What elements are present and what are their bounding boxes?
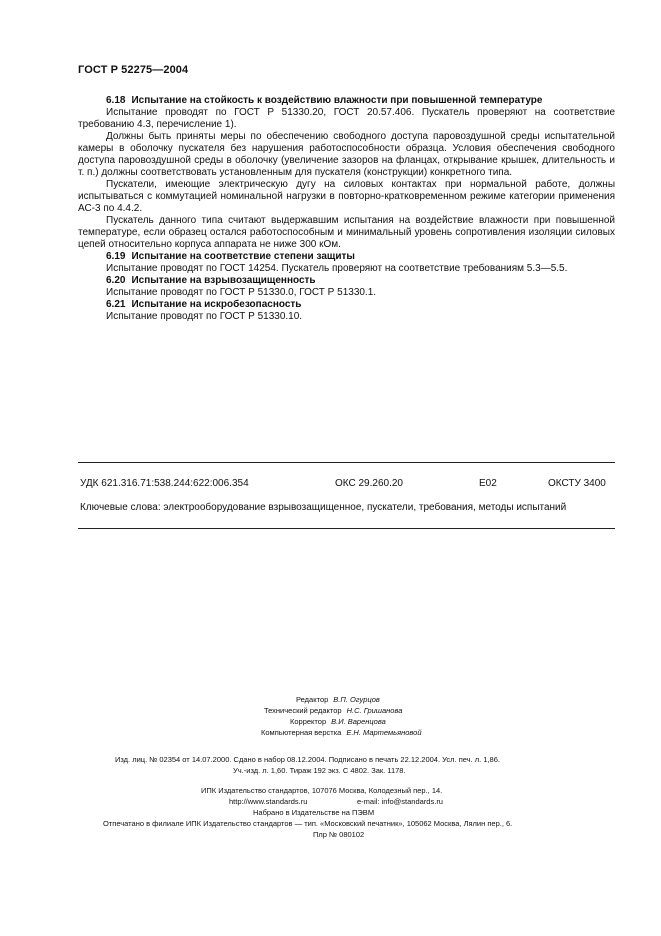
publisher-email: e-mail: info@standards.ru [357, 797, 443, 806]
okstu-code: ОКСТУ 3400 [548, 478, 606, 489]
divider-top [78, 462, 615, 463]
publication-line-1: Изд. лиц. № 02354 от 14.07.2000. Сдано в набор 08.12.2004. Подписано в печать 22.12.2004. Усл. печ. л. 1,86. [115, 755, 500, 764]
paragraph: Пускатель данного типа считают выдержавшим испытания на воздействие влажности при повышенной температуре, если образец остался работоспособным и минимальный уровень сопротивления изоляции силовых цепей относительно корпуса аппарата не ниже 300 кОм. [78, 215, 615, 250]
oks-code: ОКС 29.260.20 [335, 478, 403, 489]
credit-role: Корректор [290, 717, 327, 726]
credit-proofreader [290, 716, 386, 727]
credit-tech-editor [264, 705, 402, 716]
paragraph: Испытание проводят по ГОСТ Р 51330.10. [106, 311, 303, 322]
paragraph: Испытание проводят по ГОСТ Р 51330.0, ГОСТ Р 51330.1. [106, 287, 377, 298]
section-heading [78, 299, 615, 311]
publication-line-2: Уч.-изд. л. 1,60. Тираж 192 экз. С 4802. Зак. 1178. [233, 766, 406, 775]
publisher-website: http://www.standards.ru [229, 797, 308, 806]
section-number: 6.19 [106, 251, 126, 262]
section-heading [78, 95, 615, 107]
credit-editor [296, 694, 380, 705]
credit-role: Технический редактор [264, 706, 342, 715]
credit-role: Компьютерная верстка [261, 728, 342, 737]
credit-layout [261, 727, 422, 738]
document-header: ГОСТ Р 52275—2004 [78, 64, 189, 76]
paragraph: Пускатели, имеющие электрическую дугу на силовых контактах при нормальной работе, должны испытываться с коммутацией номинальной нагрузки в повторно-кратковременном режиме категории применения АС-3 по 4.4.2. [78, 179, 615, 214]
udk-code: УДК 621.316.71:538.244:622:006.354 [80, 478, 249, 489]
credit-role: Редактор [296, 695, 329, 704]
credit-name: Н.С. Гришанова [346, 706, 403, 715]
section-title: Испытание на стойкость к воздействию влажности при повышенной температуре [131, 95, 543, 106]
section-number: 6.21 [106, 299, 126, 310]
paragraph: Должны быть приняты меры по обеспечению свободного доступа паровоздушной среды испытательной камеры в оболочку пускателя без нарушения работоспособности образца. Условия обеспечения свободного доступа паровоздушной среды в оболочку (увеличение зазоров на фланцах, открывание крышек, длительность и т. п.) должны соответствовать установленным для пускателя (конструкции) конкретного типа. [78, 131, 615, 178]
section-title: Испытание на соответствие степени защиты [131, 251, 355, 262]
section-number: 6.20 [106, 275, 126, 286]
divider-bottom [78, 528, 615, 529]
keywords: Ключевые слова: электрооборудование взрывозащищенное, пускатели, требования, методы испытаний [80, 502, 567, 513]
section-heading [78, 275, 615, 287]
section-title: Испытание на искробезопасность [131, 299, 302, 310]
typeset-note: Набрано в Издательстве на ПЭВМ [253, 808, 375, 817]
credit-name: В.И. Варенцова [331, 717, 386, 726]
credit-name: Е.Н. Мартемьяновой [346, 728, 422, 737]
printed-note: Отпечатано в филиале ИПК Издательство стандартов — тип. «Московский печатник», 105062 Москва, Лялин пер., 6. [103, 819, 513, 828]
paragraph: Испытание проводят по ГОСТ Р 51330.20, ГОСТ 20.57.406. Пускатель проверяют на соответствие требованию 4.3, перечисление 1). [78, 107, 615, 130]
license-number: Плр № 080102 [313, 830, 365, 839]
section-title: Испытание на взрывозащищенность [131, 275, 316, 286]
credit-name: В.П. Огурцов [333, 695, 380, 704]
section-heading [78, 251, 615, 263]
classification-row [80, 478, 615, 492]
document-body [78, 95, 615, 323]
publisher-address: ИПК Издательство стандартов, 107076 Москва, Колодезный пер., 14. [201, 786, 443, 795]
paragraph: Испытание проводят по ГОСТ 14254. Пускатель проверяют на соответствие требованиям 5.3—5.5. [106, 263, 568, 274]
group-code: Е02 [479, 478, 497, 489]
section-number: 6.18 [106, 95, 126, 106]
